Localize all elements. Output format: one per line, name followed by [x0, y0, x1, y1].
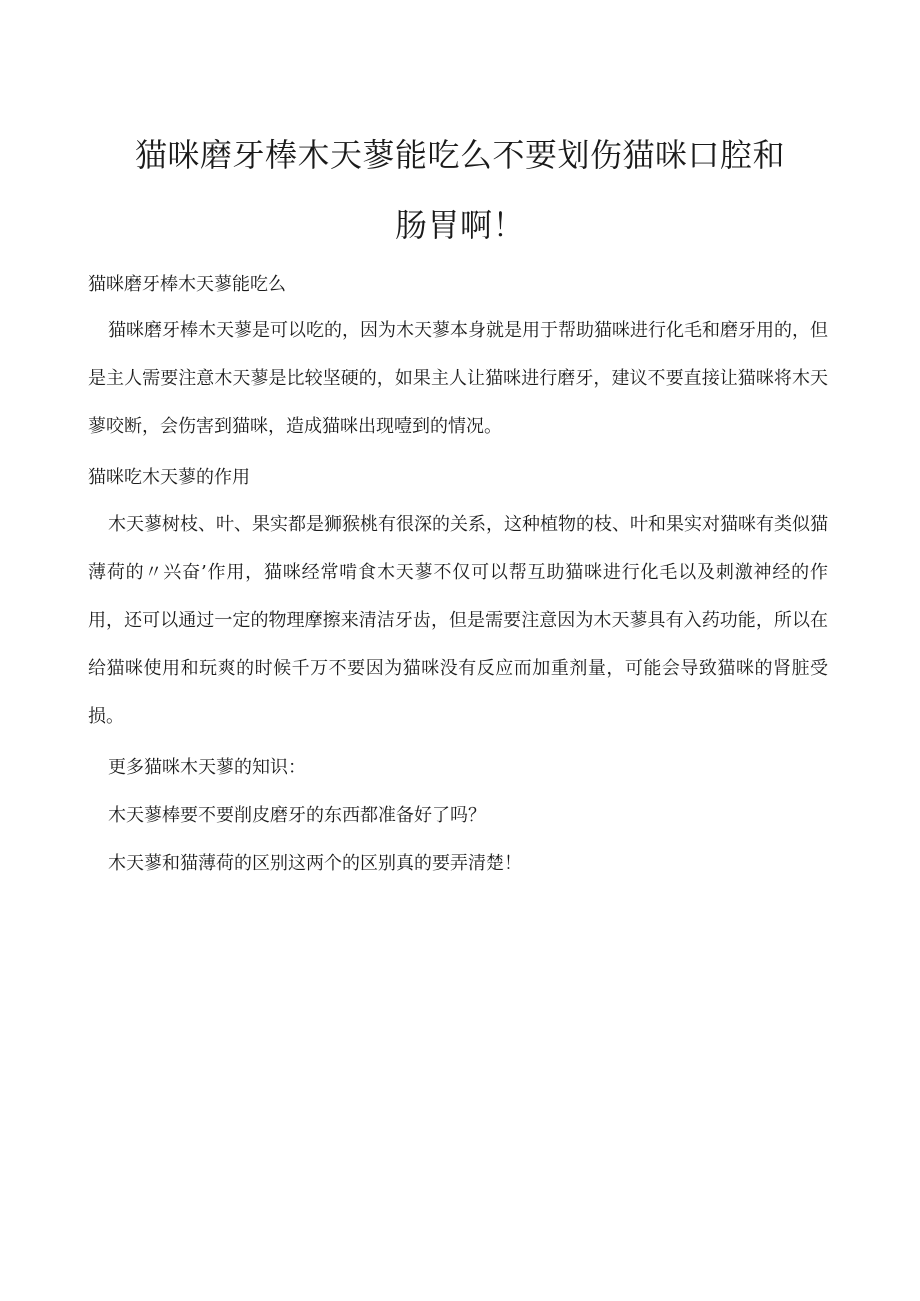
related-link-1[interactable]: 木天蓼棒要不要削皮磨牙的东西都准备好了吗？ [108, 805, 486, 826]
more-knowledge-label: 更多猫咪木天蓼的知识： [108, 757, 306, 778]
section-heading-edibility: 猫咪磨牙棒木天蓼能吃么 [88, 274, 286, 295]
article-title-line-1: 猫咪磨牙棒木天蓼能吃么不要划伤猫咪口腔和 [134, 136, 785, 174]
section-heading-effects: 猫咪吃木天蓼的作用 [88, 467, 250, 488]
paragraph-edibility: 猫咪磨牙棒木天蓼是可以吃的，因为木天蓼本身就是用于帮助猫咪进行化毛和磨牙用的，但是主人需要注意木天蓼是比较坚硬的，如果主人让猫咪进行磨牙，建议不要直接让猫咪将木天蓼咬断，会伤害到猫咪，造成猫咪出现噎到的情况。 [88, 320, 828, 437]
paragraph-effects: 木天蓼树枝、叶、果实都是狮猴桃有很深的关系，这种植物的枝、叶和果实对猫咪有类似猫薄荷的〃兴奋’作用，猫咪经常啃食木天蓼不仅可以帮互助猫咪进行化毛以及刺激神经的作用，还可以通过一定的物理摩擦来清洁牙齿，但是需要注意因为木天蓼具有入药功能，所以在给猫咪使用和玩爽的时候千万不要因为猫咪没有反应而加重剂量，可能会导致猫咪的肾脏受损。 [88, 514, 828, 727]
related-link-2[interactable]: 木天蓼和猫薄荷的区别这两个的区别真的要弄清楚！ [108, 853, 522, 874]
article-title-line-2: 肠胃啊！ [394, 206, 525, 244]
